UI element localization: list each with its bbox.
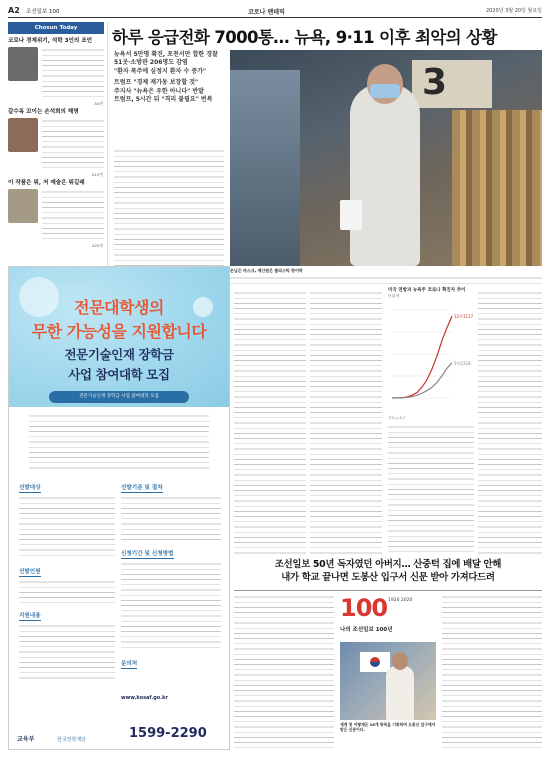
- artwork-photo: [8, 189, 38, 223]
- brief-title[interactable]: 갈수록 꼬이는 손석희의 해명: [8, 109, 79, 115]
- portrait-photo: [8, 47, 38, 81]
- ad-section-text: [19, 579, 115, 603]
- brief-title[interactable]: 이 작품은 뭐, 저 예술은 뭐길래: [8, 180, 85, 186]
- flag-graphic: [360, 652, 390, 672]
- article-body: [234, 594, 334, 752]
- subheadlines: [114, 51, 224, 104]
- page-reference: A4면: [94, 101, 103, 106]
- person-head: [392, 652, 408, 670]
- caption-text: 세계 첫 어떻게든 16개 항목을 기록하며 도봉산 입구에서 받은 신문이다.: [340, 722, 436, 732]
- ad-section-heading: 지원내용: [19, 613, 41, 619]
- brief-item: [8, 189, 103, 248]
- portrait-photo: [8, 118, 38, 152]
- ad-title: 전문기술인재 장학금: [64, 347, 174, 362]
- issue-date: 2020년 3월 20일 월요일: [485, 8, 542, 14]
- article-body: [388, 424, 474, 554]
- article-body: [442, 594, 542, 752]
- chart-data-label: 12만1117: [454, 314, 474, 320]
- chart-series-line: [392, 363, 452, 398]
- subhead: 뉴욕서 5만명 확진, 포천서만 합한 경찰 51곳·소방관 206명도 감염: [114, 51, 218, 67]
- checkout-number: 3: [422, 62, 448, 103]
- brief-text: [42, 189, 104, 243]
- subhead: 주지사 "뉴욕은 우한 아니다" 반발: [114, 87, 204, 95]
- brief-item: [8, 118, 103, 177]
- ad-intro-text: [29, 413, 209, 473]
- story2-headline-line: 조선일보 50년 독자였던 아버지… 산중턱 집에 배달 안해: [274, 559, 502, 570]
- brief-text: [42, 118, 104, 172]
- brief-title[interactable]: 코로나 경제위기, 석학 3인의 조언: [8, 38, 93, 44]
- story2-headline-line: 내가 학교 끝나면 도봉산 입구서 신문 받아 가져다드려: [281, 571, 495, 583]
- paper-name: 조선일보 100: [26, 9, 60, 15]
- ad-section-text: [121, 561, 221, 651]
- ad-headline: 전문대학생의: [74, 298, 164, 317]
- caption-title: 손님은 마스크, 계산원은 플라스틱 방어막: [230, 268, 303, 273]
- ad-section-text: [19, 495, 115, 559]
- checkout-sign: [412, 60, 492, 108]
- shelf-graphic: [452, 110, 542, 266]
- chart-source: 자료:뉴욕주: [388, 416, 406, 420]
- ad-section-heading: 문의처: [121, 661, 138, 667]
- main-headline[interactable]: 하루 응급전화 7000통… 뉴욕, 9·11 이후 최악의 상황: [112, 28, 497, 47]
- chart-plot: [388, 304, 474, 408]
- article-body: [234, 290, 306, 554]
- chart-title: 미국 연방과 뉴욕주 코로나 확진자 추이: [388, 288, 466, 293]
- page-header: [8, 6, 542, 18]
- subhead: 트럼프, 5시간 뒤 "격리 불필요" 번복: [114, 96, 213, 104]
- shelf-graphic: [230, 70, 300, 266]
- article-body: [114, 148, 224, 268]
- ad-section-text: [19, 623, 115, 683]
- chart-unit: 단위:명: [388, 294, 400, 298]
- scholarship-ad[interactable]: [8, 266, 230, 750]
- ad-phone[interactable]: 1599-2290: [129, 726, 207, 741]
- news-photo[interactable]: [230, 50, 542, 266]
- ad-section-heading: 선발인원: [19, 569, 41, 575]
- mask-graphic: [370, 84, 400, 98]
- subhead: 트럼프 "경제 재가동 보장할 것": [114, 79, 199, 87]
- page-number: A2: [8, 6, 20, 15]
- cup-graphic: [340, 200, 362, 230]
- article-body: [478, 290, 542, 554]
- centennial-logo: [340, 594, 436, 640]
- ministry-logo: 교육부: [17, 736, 35, 743]
- series-tag: 나의 조선일보 100년: [340, 627, 393, 633]
- article-body: [310, 290, 382, 554]
- chosun-today-banner: Chosun Today: [8, 22, 104, 34]
- ad-title: 사업 참여대학 모집: [68, 367, 170, 382]
- person-figure: [386, 666, 414, 720]
- ad-section-heading: 선발대상: [19, 485, 41, 491]
- photo-caption: [340, 722, 436, 752]
- caption-text: [230, 275, 542, 285]
- story2-headline[interactable]: [234, 559, 542, 584]
- brief-item: [8, 47, 103, 106]
- chart: [388, 288, 474, 420]
- foundation-logo: 한국장학재단: [57, 737, 86, 743]
- ad-subtitle-pill: 전문기술인재 장학금 사업 참여대학 모집: [49, 391, 189, 403]
- divider: [234, 590, 542, 591]
- person-figure: [350, 84, 420, 266]
- chart-series-line: [392, 316, 452, 398]
- ad-section-heading: 신청기간 및 신청방법: [121, 551, 174, 557]
- chart-data-label: 5만2318: [454, 360, 471, 366]
- brief-text: [42, 47, 104, 101]
- ad-section-heading: 선발기준 및 절차: [121, 485, 163, 491]
- ad-banner: [9, 267, 229, 407]
- subhead: "환자 폭주에 심정지 환자 수 증가": [114, 67, 207, 75]
- ad-section-text: [121, 495, 221, 543]
- logo-years: 1920 2020: [388, 598, 413, 603]
- photo-caption: [230, 268, 542, 284]
- ad-website[interactable]: www.kosaf.go.kr: [121, 695, 168, 701]
- page-reference: A10면: [91, 172, 103, 177]
- ad-headline: 무한 가능성을 지원합니다: [31, 322, 207, 341]
- news-photo[interactable]: [340, 642, 436, 720]
- logo-number: 100: [340, 594, 388, 622]
- page-reference: A20면: [91, 243, 103, 248]
- section-title: 코로나 팬데믹: [248, 9, 285, 16]
